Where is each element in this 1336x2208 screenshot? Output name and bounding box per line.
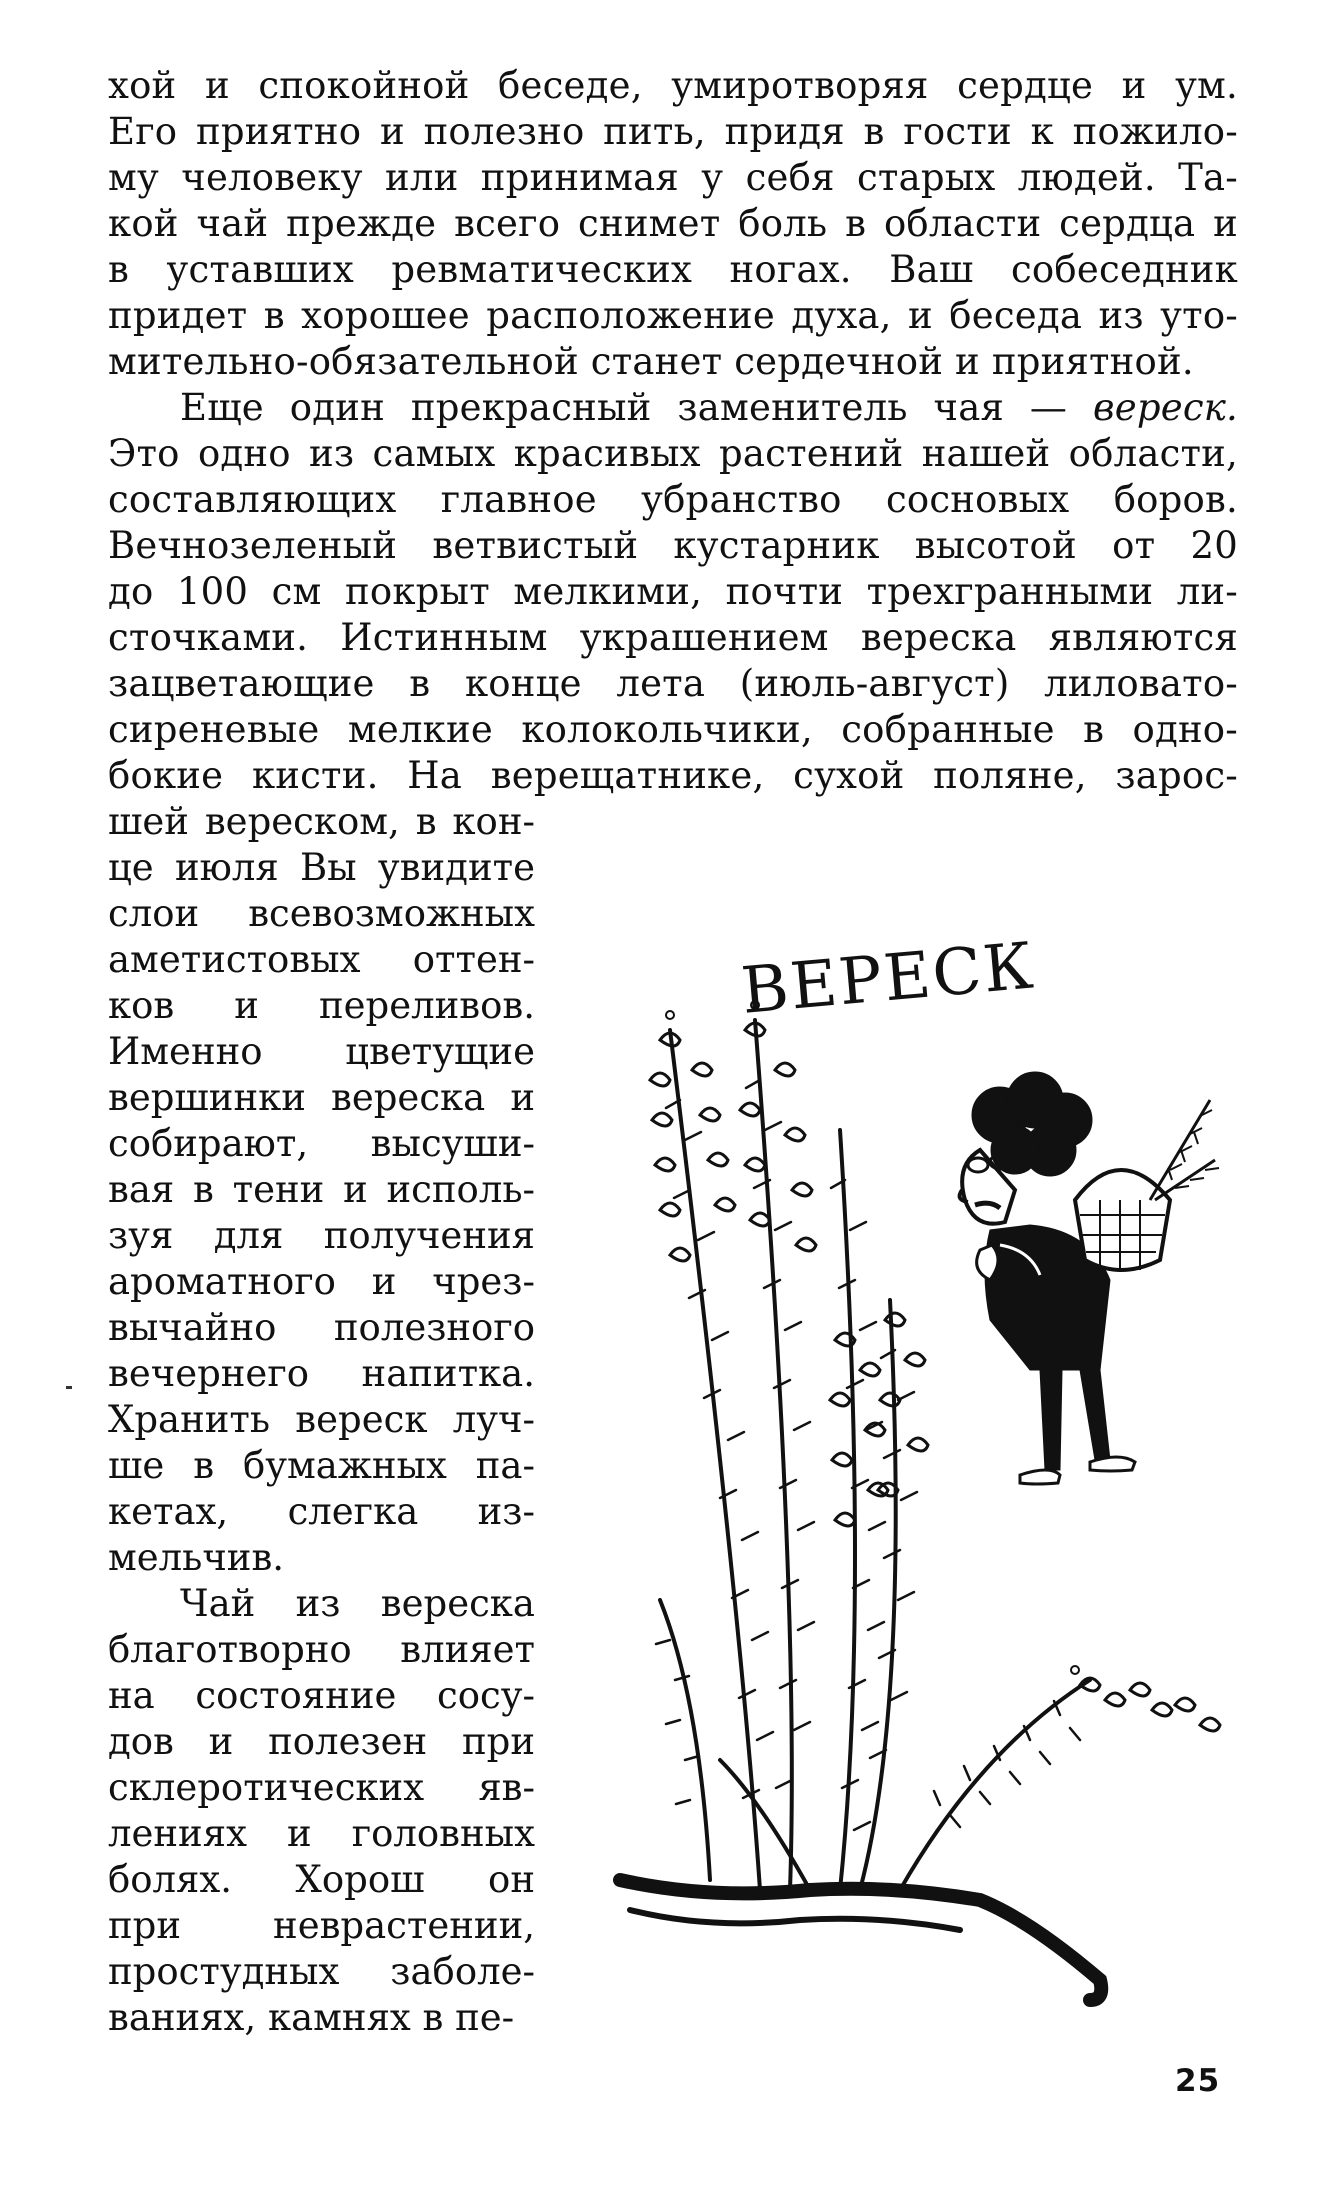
- text-line: дов и полезен при: [108, 1720, 535, 1763]
- text-line: на состояние сосу-: [108, 1674, 535, 1717]
- hiker-figure: [960, 1072, 1219, 1484]
- text-line: вечернего напитка.: [108, 1352, 535, 1395]
- text-line: це июля Вы увидите: [108, 846, 535, 889]
- print-speck: [66, 1386, 72, 1389]
- text-line: бокие кисти. На верещатнике, сухой поляне, зарос-: [108, 754, 1238, 797]
- text-line: до 100 см покрыт мелкими, почти трехгранными ли-: [108, 570, 1238, 613]
- text-line: зуя для получения: [108, 1214, 535, 1257]
- text-line: кетах, слегка из-: [108, 1490, 535, 1533]
- text-line: мельчив.: [108, 1536, 285, 1579]
- text-line: шей вереском, в кон-: [108, 800, 535, 843]
- text-line: склеротических яв-: [108, 1766, 535, 1809]
- text-line: му человеку или принимая у себя старых людей. Та-: [108, 156, 1238, 199]
- text-line: вершинки вереска и: [108, 1076, 535, 1119]
- text-line: сиреневые мелкие колокольчики, собранные в одно-: [108, 708, 1238, 751]
- text-line: благотворно влияет: [108, 1628, 535, 1671]
- text-line: ше в бумажных па-: [108, 1444, 535, 1487]
- text-line: зацветающие в конце лета (июль-август) лиловато-: [108, 662, 1238, 705]
- text-line: при неврастении,: [108, 1904, 535, 1947]
- text-line: вая в тени и исполь-: [108, 1168, 535, 1211]
- text-line: хой и спокойной беседе, умиротворяя сердце и ум.: [108, 64, 1238, 107]
- text-line: болях. Хорош он: [108, 1858, 535, 1901]
- text-line: Это одно из самых красивых растений нашей области,: [108, 432, 1238, 475]
- text-line: Его приятно и полезно пить, придя в гости к пожило-: [108, 110, 1238, 153]
- text-line: в уставших ревматических ногах. Ваш собеседник: [108, 248, 1238, 291]
- page-number: 25: [1175, 2063, 1221, 2099]
- term-emphasis: вереск.: [1093, 386, 1238, 429]
- text-line: ваниях, камнях в пе-: [108, 1996, 515, 2039]
- heather-plant: [620, 1001, 1220, 2000]
- text-line: собирают, высуши-: [108, 1122, 535, 1165]
- text-line: простудных заболе-: [108, 1950, 535, 1993]
- heather-illustration: [560, 900, 1240, 2080]
- text-line: лениях и головных: [108, 1812, 535, 1855]
- text-line: слои всевозможных: [108, 892, 535, 935]
- text-line: ароматного и чрез-: [108, 1260, 535, 1303]
- text-line: Хранить вереск луч-: [108, 1398, 535, 1441]
- text-line: сточками. Истинным украшением вереска являются: [108, 616, 1238, 659]
- illustration-title: ВЕРЕСК: [738, 929, 1038, 1029]
- text-line: придет в хорошее расположение духа, и беседа из уто-: [108, 294, 1238, 337]
- text-line: составляющих главное убранство сосновых боров.: [108, 478, 1238, 521]
- text-line: кой чай прежде всего снимет боль в области сердца и: [108, 202, 1238, 245]
- text-line: аметистовых оттен-: [108, 938, 535, 981]
- text-line: мительно-обязательной станет сердечной и приятной.: [108, 340, 1194, 383]
- text-line: Вечнозеленый ветвистый кустарник высотой от 20: [108, 524, 1238, 567]
- paragraph-lead: Еще один прекрасный заменитель чая —: [180, 386, 1093, 429]
- paragraph-first-line: Чай из вереска: [180, 1582, 535, 1625]
- text-line: вычайно полезного: [108, 1306, 535, 1349]
- text-line: ков и переливов.: [108, 984, 535, 1027]
- text-line: Именно цветущие: [108, 1030, 535, 1073]
- paragraph-first-line: [180, 386, 1238, 430]
